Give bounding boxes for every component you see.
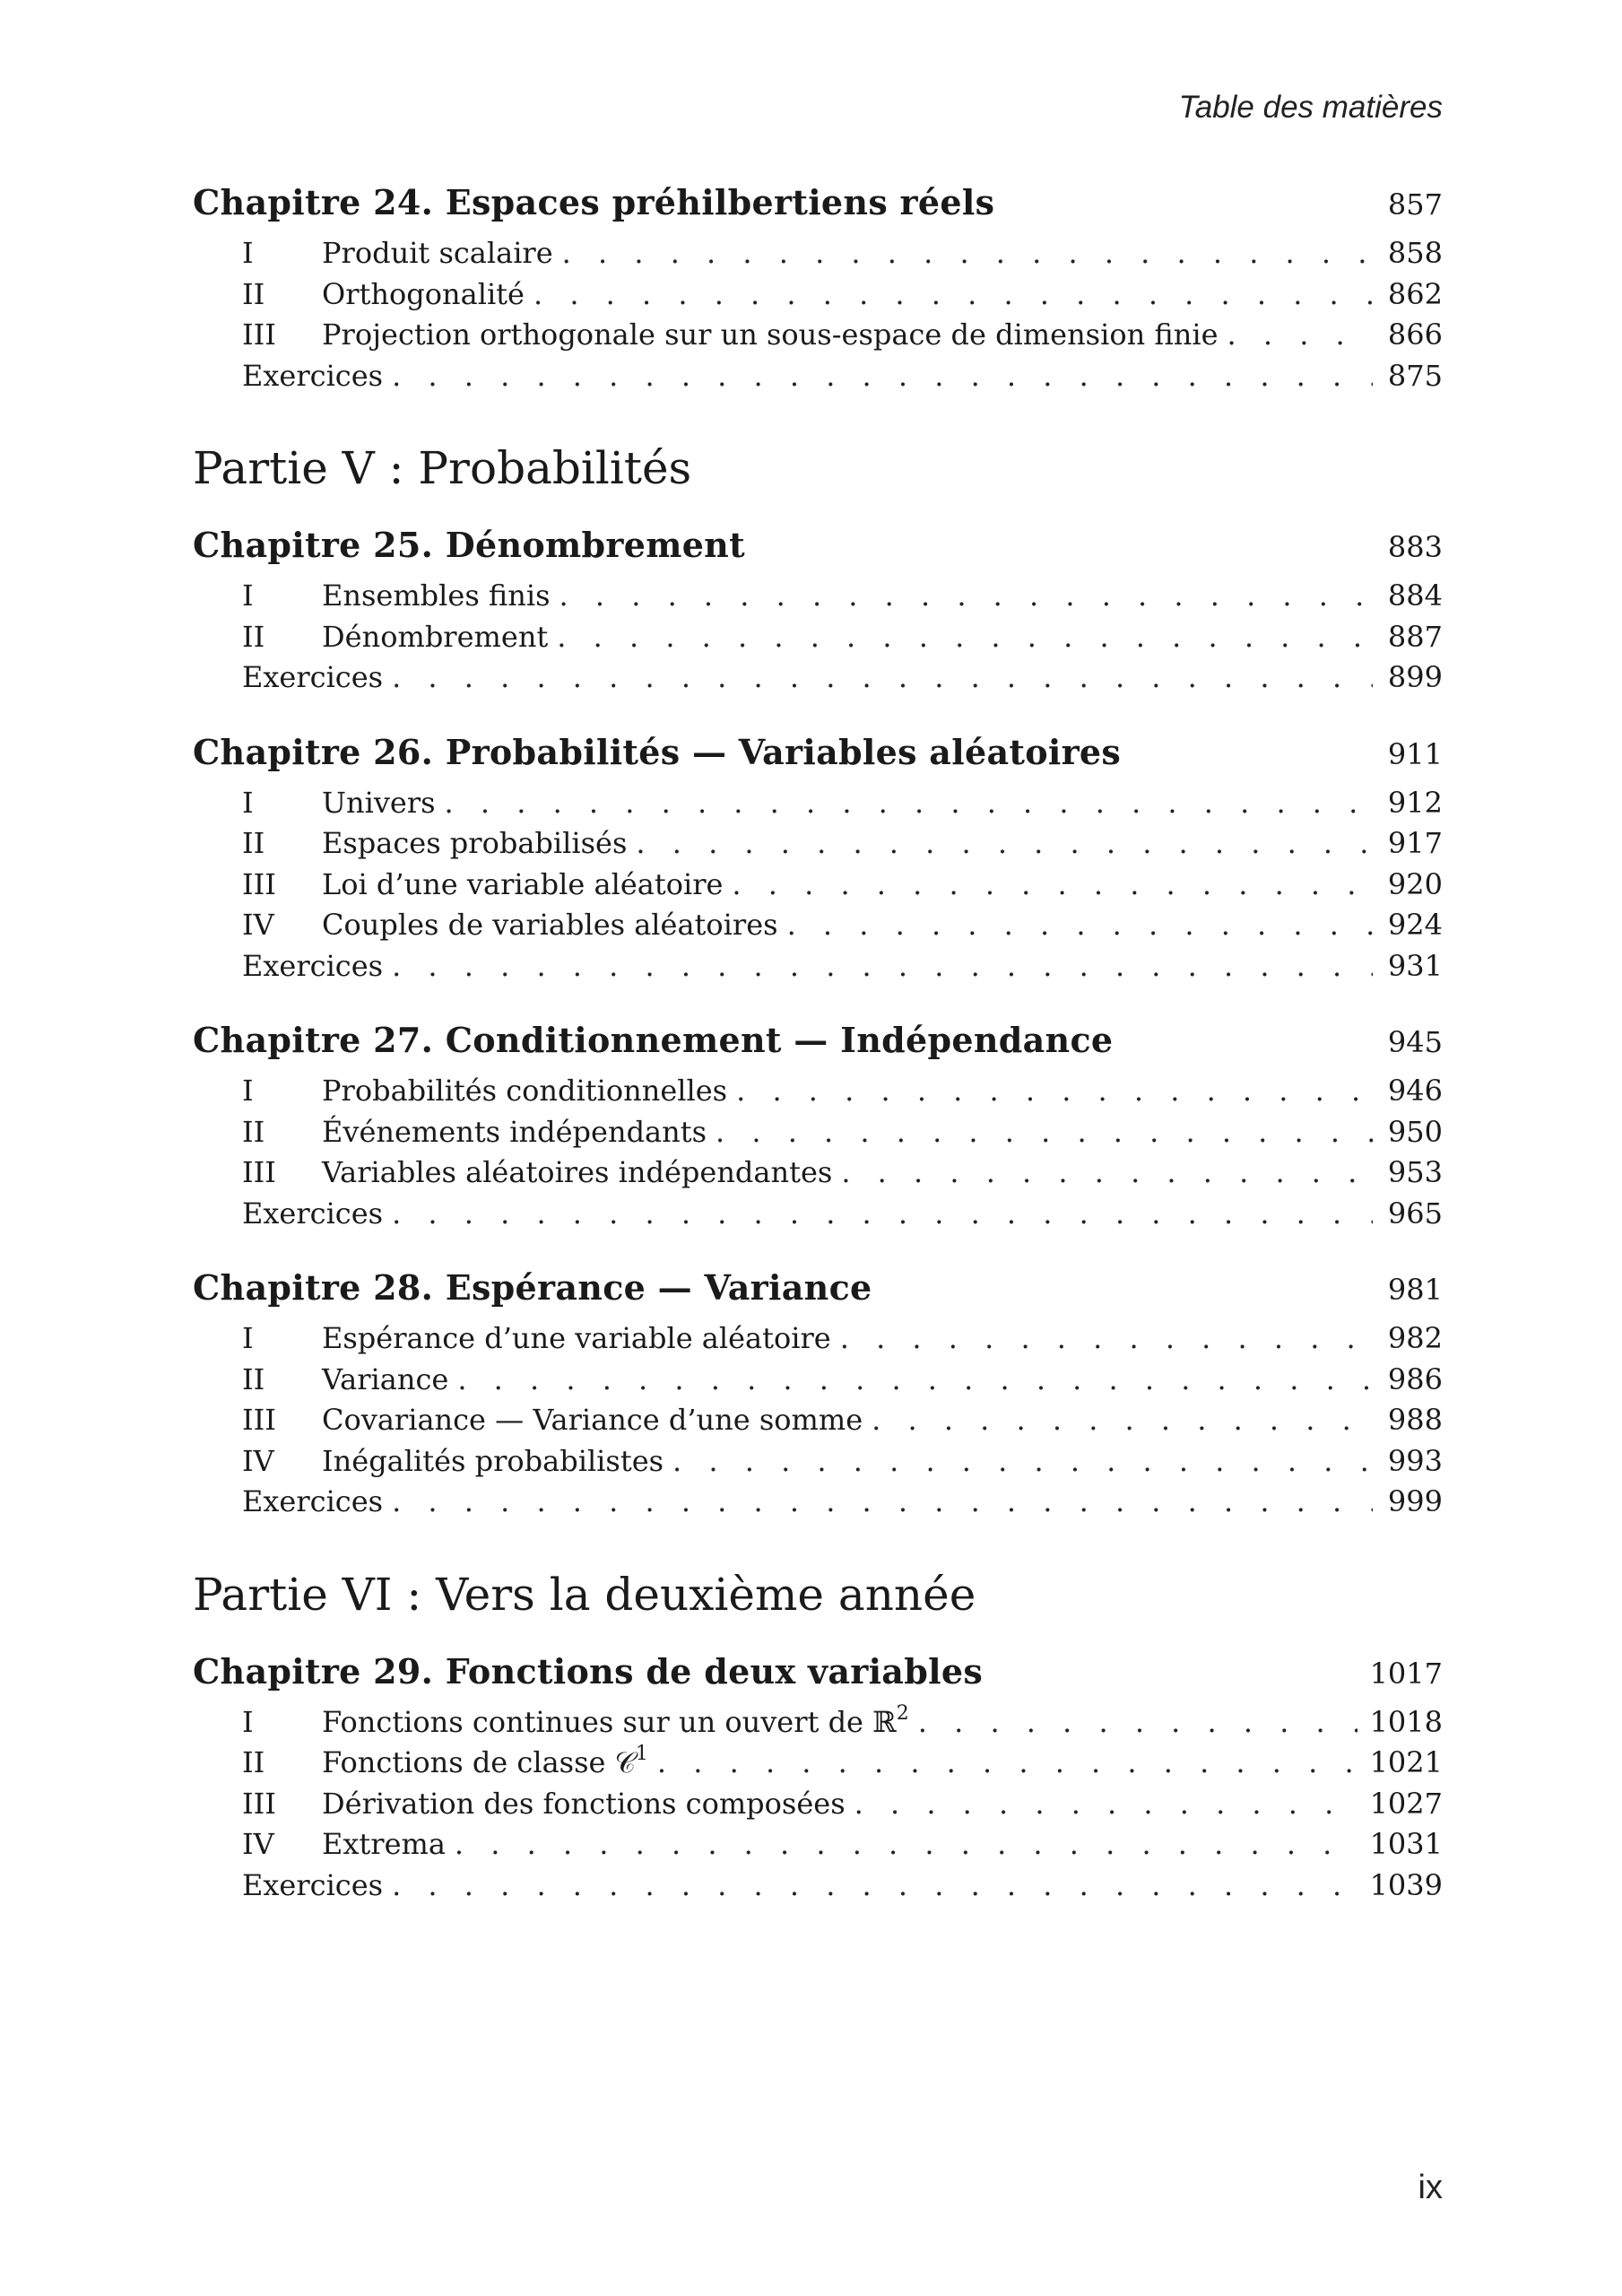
dot-leader [562,233,1373,274]
dot-leader [840,1318,1373,1360]
chapter-title: Chapitre 28. Espérance — Variance [193,1267,872,1308]
section-page: 965 [1387,1196,1443,1231]
section-label: Projection orthogonale sur un sous-espace de dimension finie [322,317,1219,352]
dot-leader [657,1743,1357,1784]
section-label: Univers [322,785,436,820]
section-number: II [242,619,265,654]
dot-leader [732,865,1373,906]
toc-entry[interactable] [193,1152,1443,1194]
section-page: 866 [1387,317,1443,352]
chapter-page: 857 [1387,187,1443,222]
toc-entry[interactable] [193,1702,1443,1744]
toc-entry[interactable] [193,865,1443,906]
toc-entry-exercices[interactable] [193,657,1443,699]
section-label: Variables aléatoires indépendantes [322,1155,833,1189]
toc-entry[interactable] [193,1441,1443,1483]
toc-entry-exercices[interactable] [193,1482,1443,1523]
section-number: I [242,1321,254,1355]
dot-leader [636,823,1373,865]
toc-entry[interactable] [193,783,1443,824]
section-label: Espaces probabilisés [322,826,628,860]
chapter-25-heading[interactable] [193,518,1443,574]
chapter-26-heading[interactable] [193,726,1443,781]
table-of-contents [193,176,1443,1906]
chapter-title: Chapitre 25. Dénombrement [193,525,745,565]
section-label: Exercices [242,358,384,393]
section-page: 950 [1387,1114,1443,1149]
toc-entry[interactable] [193,1824,1443,1866]
section-label: Extrema [322,1827,446,1861]
chapter-title: Chapitre 26. Probabilités — Variables aléatoires [193,731,1122,772]
section-page: 953 [1387,1155,1443,1189]
section-label: Exercices [242,1867,384,1902]
section-label [322,1702,909,1744]
section-number: II [242,1361,265,1396]
section-number: II [242,1745,265,1779]
page-number: ix [1418,2169,1443,2206]
toc-entry-exercices[interactable] [193,1194,1443,1235]
section-label: Ensembles finis [322,578,551,613]
dot-leader [533,274,1373,316]
section-label: Probabilités conditionnelles [322,1074,728,1108]
section-page: 1018 [1369,1704,1443,1739]
section-label: Covariance — Variance d’une somme [322,1403,863,1437]
section-page: 912 [1387,785,1443,820]
section-page: 982 [1387,1321,1443,1355]
section-page: 862 [1387,276,1443,311]
dot-leader [392,1866,1357,1907]
toc-entry[interactable] [193,1400,1443,1441]
section-label: Variance [322,1361,449,1396]
section-label: Dénombrement [322,619,549,654]
section-number: III [242,317,276,352]
chapter-title: Chapitre 24. Espaces préhilbertiens réels [193,182,995,222]
section-label: Exercices [242,1196,384,1231]
section-page: 858 [1387,236,1443,270]
section-number: I [242,578,254,613]
section-number: I [242,1704,254,1739]
toc-entry[interactable] [193,1784,1443,1825]
dot-leader [392,356,1373,397]
section-number: III [242,1403,276,1437]
section-number: III [242,1155,276,1189]
toc-entry[interactable] [193,274,1443,316]
section-label: Couples de variables aléatoires [322,908,778,942]
section-label: Exercices [242,948,384,983]
chapter-page: 1017 [1369,1656,1443,1691]
toc-entry[interactable] [193,823,1443,865]
chapter-29-heading[interactable] [193,1645,1443,1700]
dot-leader [716,1112,1373,1153]
section-page: 924 [1387,908,1443,942]
section-label [322,1743,648,1784]
section-number: II [242,826,265,860]
dot-leader [392,1482,1373,1523]
exponent: 1 [635,1743,648,1765]
section-label: Produit scalaire [322,236,553,270]
section-label: Exercices [242,660,384,694]
section-label-text: Fonctions de classe 𝒞 [322,1745,636,1779]
dot-leader [736,1071,1373,1112]
section-page: 986 [1387,1361,1443,1396]
section-page: 988 [1387,1403,1443,1437]
section-number: II [242,276,265,311]
section-page: 946 [1387,1074,1443,1108]
section-page: 920 [1387,866,1443,901]
section-page: 917 [1387,826,1443,860]
section-page: 931 [1387,948,1443,983]
chapter-27-heading[interactable] [193,1013,1443,1069]
toc-entry-exercices[interactable] [193,356,1443,397]
dot-leader [918,1702,1357,1744]
section-page: 884 [1387,578,1443,613]
section-page: 999 [1387,1484,1443,1518]
section-page: 993 [1387,1443,1443,1478]
toc-entry-exercices[interactable] [193,1866,1443,1907]
part-5-title: Partie V : Probabilités [193,442,692,494]
section-label: Inégalités probabilistes [322,1443,664,1478]
section-label: Dérivation des fonctions composées [322,1786,846,1821]
section-number: I [242,236,254,270]
section-number: IV [242,1827,274,1861]
dot-leader [559,576,1373,617]
toc-entry[interactable] [193,1318,1443,1360]
chapter-28-heading[interactable] [193,1261,1443,1317]
section-label: Orthogonalité [322,276,525,311]
part-6-title: Partie VI : Vers la deuxième année [193,1568,976,1621]
dot-leader [392,657,1373,699]
toc-entry-exercices[interactable] [193,946,1443,987]
section-number: II [242,1114,265,1149]
section-number: III [242,866,276,901]
dot-leader [455,1824,1357,1866]
dot-leader [392,946,1373,987]
chapter-page: 981 [1387,1273,1443,1307]
toc-entry[interactable] [193,315,1443,356]
section-page: 887 [1387,619,1443,654]
exponent: 2 [896,1701,909,1725]
dot-leader [841,1152,1373,1194]
section-label-text: Fonctions continues sur un ouvert de ℝ [322,1704,897,1739]
dot-leader [854,1784,1357,1825]
toc-entry[interactable] [193,617,1443,658]
running-head: Table des matières [1178,90,1443,125]
toc-entry[interactable] [193,1743,1443,1784]
section-number: I [242,785,254,820]
section-page: 1031 [1369,1827,1443,1861]
dot-leader [872,1400,1373,1441]
toc-entry[interactable] [193,1071,1443,1112]
dot-leader [672,1441,1373,1483]
chapter-title: Chapitre 27. Conditionnement — Indépendance [193,1020,1114,1060]
dot-leader [457,1360,1373,1401]
chapter-page: 883 [1387,530,1443,564]
dot-leader [445,783,1373,824]
toc-entry[interactable] [193,1360,1443,1401]
dot-leader [787,905,1373,946]
section-number: IV [242,908,274,942]
dot-leader [557,617,1373,658]
section-number: I [242,1074,254,1108]
toc-entry[interactable] [193,233,1443,274]
section-label: Événements indépendants [322,1114,707,1149]
section-label: Exercices [242,1484,384,1518]
section-page: 1027 [1369,1786,1443,1821]
toc-entry[interactable] [193,905,1443,946]
dot-leader [392,1194,1373,1235]
section-page: 875 [1387,358,1443,393]
section-page: 899 [1387,660,1443,694]
section-label: Loi d’une variable aléatoire [322,866,724,901]
dot-leader [1227,315,1374,356]
chapter-24-heading[interactable] [193,176,1443,231]
toc-entry[interactable] [193,1112,1443,1153]
chapter-page: 911 [1387,736,1443,771]
section-number: III [242,1786,276,1821]
section-number: IV [242,1443,274,1478]
section-label: Espérance d’une variable aléatoire [322,1321,831,1355]
section-page: 1039 [1369,1867,1443,1902]
chapter-page: 945 [1387,1025,1443,1059]
section-page: 1021 [1369,1745,1443,1779]
toc-entry[interactable] [193,576,1443,617]
chapter-title: Chapitre 29. Fonctions de deux variables [193,1650,984,1692]
